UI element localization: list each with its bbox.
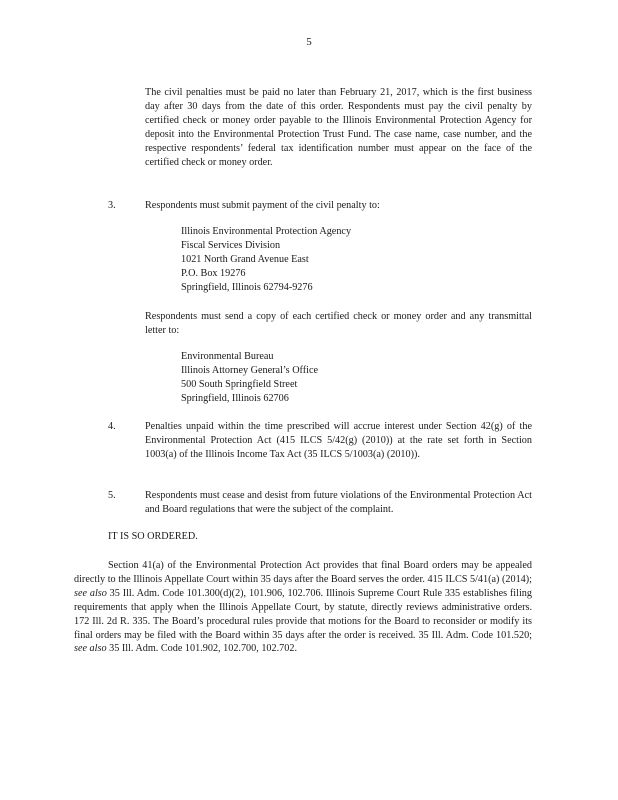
- item-5-number: 5.: [108, 490, 116, 501]
- so-ordered: IT IS SO ORDERED.: [108, 531, 198, 542]
- appeal-text: Section 41(a) of the Environmental Protection Act provides that final Board orders may be appealed directly to the Illinois Appellate Court within 35 days after the Board serves the order. 415 ILCS 5/41(a) (2014);: [74, 560, 532, 585]
- address-line: Springfield, Illinois 62794-9276: [181, 281, 313, 293]
- address-line: 500 South Springfield Street: [181, 378, 298, 390]
- address-line: P.O. Box 19276: [181, 267, 246, 279]
- address-line: 1021 North Grand Avenue East: [181, 253, 309, 265]
- item-5-text: Respondents must cease and desist from future violations of the Environmental Protection Act and Board regulations that were the subject of the complaint.: [145, 490, 532, 515]
- appeal-text: 35 Ill. Adm. Code 101.902, 102.700, 102.702.: [106, 643, 297, 655]
- appeal-text: 35 Ill. Adm. Code 101.300(d)(2), 101.906, 102.706. Illinois Supreme Court Rule 335 establishes filing requirements that apply when the Illinois Appellate Court, by statute, directly reviews administrative orders. 172 Ill. 2d R. 335. The Board’s procedural rules provide that motions for the Board to reconsider or modify its final orders may be filed with the Board within 35 days after the order is received. 35 Ill. Adm. Code 101.520;: [74, 587, 532, 641]
- appeal-paragraph: [74, 559, 532, 656]
- item-3-text: Respondents must submit payment of the civil penalty to:: [145, 200, 380, 211]
- item-4-text: Penalties unpaid within the time prescribed will accrue interest under Section 42(g) of the Environmental Protection Act (415 ILCS 5/42(g) (2010)) at the rate set forth in Section 1003(a) of the Illinois Income Tax Act (35 ILCS 5/1003(a) (2010)).: [145, 421, 532, 460]
- address-line: Illinois Attorney General’s Office: [181, 364, 319, 376]
- address-line: Springfield, Illinois 62706: [181, 392, 289, 404]
- copy-instruction: Respondents must send a copy of each certified check or money order and any transmittal letter to:: [145, 311, 532, 336]
- item-3-number: 3.: [108, 200, 116, 211]
- payment-address: [181, 225, 351, 295]
- penalty-paragraph: The civil penalties must be paid no later than February 21, 2017, which is the first business day after 30 days from the date of this order. Respondents must pay the civil penalty by certified check or money order payable to the Illinois Environmental Protection Agency for deposit into the Environmental Protection Trust Fund. The case name, case number, and the respective respondents’ federal tax identification number must appear on the face of the certified check or money order.: [145, 87, 532, 168]
- address-line: Illinois Environmental Protection Agency: [181, 226, 352, 237]
- copy-address: [181, 350, 318, 406]
- see-also: see also: [74, 587, 107, 599]
- address-line: Fiscal Services Division: [181, 239, 281, 251]
- item-4-number: 4.: [108, 421, 116, 432]
- page-number: 5: [306, 36, 312, 48]
- see-also: see also: [74, 643, 107, 655]
- address-line: Environmental Bureau: [181, 351, 274, 362]
